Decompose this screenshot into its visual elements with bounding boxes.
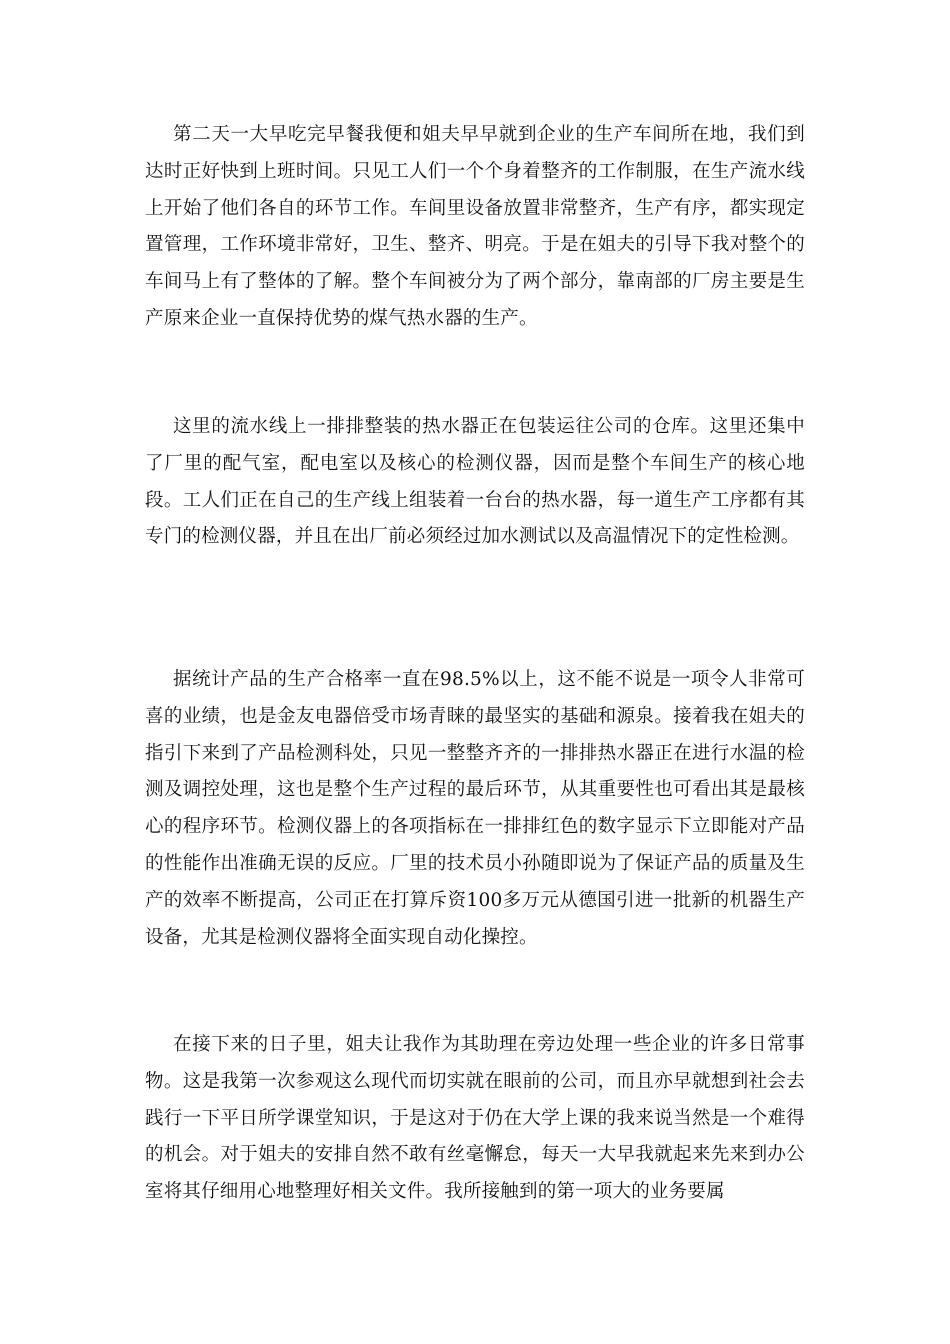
paragraph-4: 在接下来的日子里，姐夫让我作为其助理在旁边处理一些企业的许多日常事物。这是我第一次参观这么现代而切实就在眼前的公司，而且亦早就想到社会去践行一下平日所学课堂知识，于是这对于仍在大学上课的我来说当然是一个难得的机会。对于姐夫的安排自然不敢有丝毫懈怠，每天一大早我就起来先来到办公室将其仔细用心地整理好相关文件。我所接触到的第一项大的业务要属 bbox=[145, 1034, 805, 1203]
paragraph-3: 据统计产品的生产合格率一直在98.5%以上，这不能不说是一项令人非常可喜的业绩，也是金友电器倍受市场青睐的最坚实的基础和源泉。接着我在姐夫的指引下来到了产品检测科处，只见一整整齐齐的一排排热水器正在进行水温的检测及调控处理，这也是整个生产过程的最后环节，从其重要性也可看出其是最核心的程序环节。检测仪器上的各项指标在一排排红色的数字显示下立即能对产品的性能作出准确无误的反应。厂里的技术员小孙随即说为了保证产品的质量及生产的效率不断提高，公司正在打算斥资100多万元从德国引进一批新的机器生产设备，尤其是检测仪器将全面实现自动化操控。 bbox=[145, 669, 805, 948]
paragraph-1: 第二天一大早吃完早餐我便和姐夫早早就到企业的生产车间所在地，我们到达时正好快到上班时间。只见工人们一个个身着整齐的工作制服，在生产流水线上开始了他们各自的环节工作。车间里设备放置非常整齐，生产有序，都实现定置管理，工作环境非常好，卫生、整齐、明亮。于是在姐夫的引导下我对整个的车间马上有了整体的了解。整个车间被分为了两个部分，靠南部的厂房主要是生产原来企业一直保持优势的煤气热水器的生产。 bbox=[145, 124, 805, 329]
paragraph-2: 这里的流水线上一排排整装的热水器正在包装运往公司的仓库。这里还集中了厂里的配气室，配电室以及核心的检测仪器，因而是整个车间生产的核心地段。工人们正在自己的生产线上组装着一台台的热水器，每一道生产工序都有其专门的检测仪器，并且在出厂前必须经过加水测试以及高温情况下的定性检测。 bbox=[145, 416, 805, 548]
